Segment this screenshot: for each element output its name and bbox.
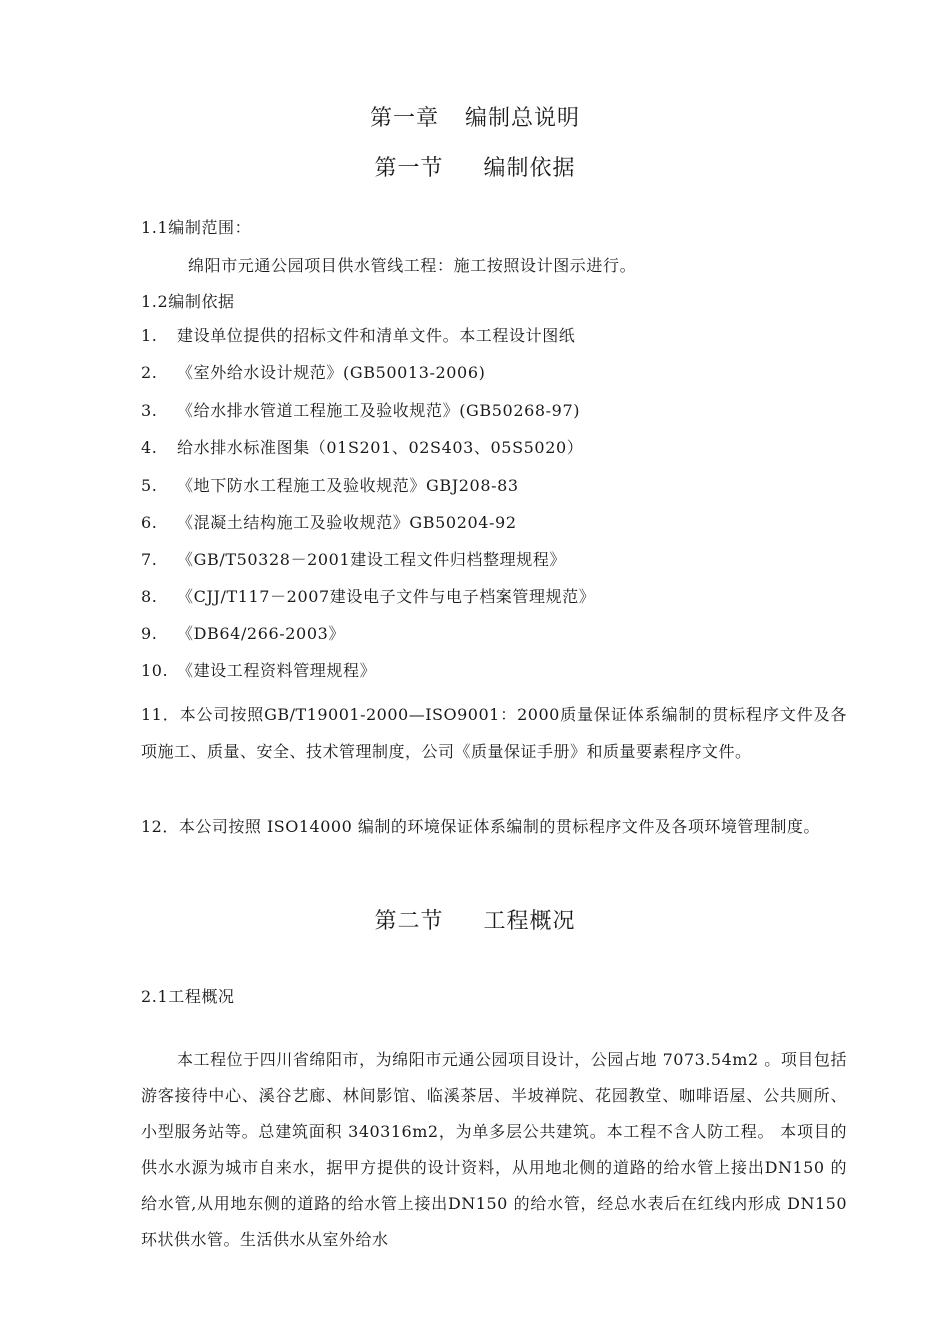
section-1-title (0, 154, 950, 184)
chapter-name: 编制总说明 (465, 106, 581, 131)
item-text: 《DB64/266-2003》 (177, 624, 345, 643)
chapter-title (0, 104, 950, 134)
basis-item (141, 511, 517, 535)
item-number: 6. (141, 513, 158, 532)
item-number: 8. (141, 587, 158, 606)
item-number: 10. (141, 661, 169, 680)
basis-item (141, 324, 575, 348)
item-text: 建设单位提供的招标文件和清单文件。本工程设计图纸 (177, 326, 576, 345)
item-number: 4. (141, 438, 158, 457)
basis-item (141, 585, 595, 609)
item-number: 5. (141, 476, 158, 495)
basis-item (141, 474, 519, 498)
basis-item-12: 12．本公司按照 ISO14000 编制的环境保证体系编制的贯标程序文件及各项环境管理制度。 (141, 817, 820, 836)
item-number: 7. (141, 550, 158, 569)
basis-item-11: 11．本公司按照GB/T19001-2000—ISO9001：2000质量保证体系编制的贯标程序文件及各项施工、质量、安全、技术管理制度，公司《质量保证手册》和质量要素程序文件。 (141, 705, 847, 761)
item-number: 9. (141, 624, 158, 643)
item-number: 2. (141, 363, 158, 382)
heading-1-2: 1.2编制依据 (141, 292, 235, 311)
item-number: 1. (141, 326, 158, 345)
scope-text: 绵阳市元通公园项目供水管线工程：施工按照设计图示进行。 (188, 256, 637, 275)
section-2-name: 工程概况 (483, 909, 576, 934)
section-1-name: 编制依据 (483, 156, 576, 181)
item-text: 《室外给水设计规范》(GB50013-2006) (177, 363, 486, 382)
basis-item (141, 399, 580, 423)
section-2-number: 第二节 (374, 909, 444, 934)
item-text: 给水排水标准图集（01S201、02S403、05S5020） (177, 438, 584, 457)
item-text: 《地下防水工程施工及验收规范》GBJ208-83 (177, 476, 519, 495)
basis-item (141, 548, 566, 572)
item-number: 3. (141, 401, 158, 420)
item-text: 《GB/T50328－2001建设工程文件归档整理规程》 (177, 550, 567, 569)
item-text: 《给水排水管道工程施工及验收规范》(GB50268-97) (177, 401, 581, 420)
basis-item (141, 436, 583, 460)
basis-item (141, 622, 345, 646)
item-text: 《CJJ/T117－2007建设电子文件与电子档案管理规范》 (177, 587, 596, 606)
item-text: 《建设工程资料管理规程》 (177, 661, 377, 680)
item-text: 《混凝土结构施工及验收规范》GB50204-92 (177, 513, 517, 532)
section-2-title (0, 907, 950, 937)
basis-item (141, 659, 376, 683)
chapter-number: 第一章 (369, 106, 439, 131)
heading-1-1: 1.1编制范围： (141, 218, 252, 237)
basis-item (141, 361, 485, 385)
heading-2-1: 2.1工程概况 (141, 987, 235, 1006)
overview-text: 本工程位于四川省绵阳市，为绵阳市元通公园项目设计，公园占地 7073.54m2 。项目包括游客接待中心、溪谷艺廊、林间影馆、临溪茶居、半坡禅院、花园教堂、咖啡语屋、公共厕所、小型服务站等。总建筑面积 340316m2，为单多层公共建筑。本工程不含人防工程。 本项目的供水水源为城市自来水，据甲方提供的设计资料，从用地北侧的道路的给水管上接出DN150 的给水管,从用地东侧的道路的给水管上接出DN150 的给水管，经总水表后在红线内形成 DN150环状供水管。生活供水从室外给水 (141, 1050, 847, 1249)
section-1-number: 第一节 (374, 156, 444, 181)
